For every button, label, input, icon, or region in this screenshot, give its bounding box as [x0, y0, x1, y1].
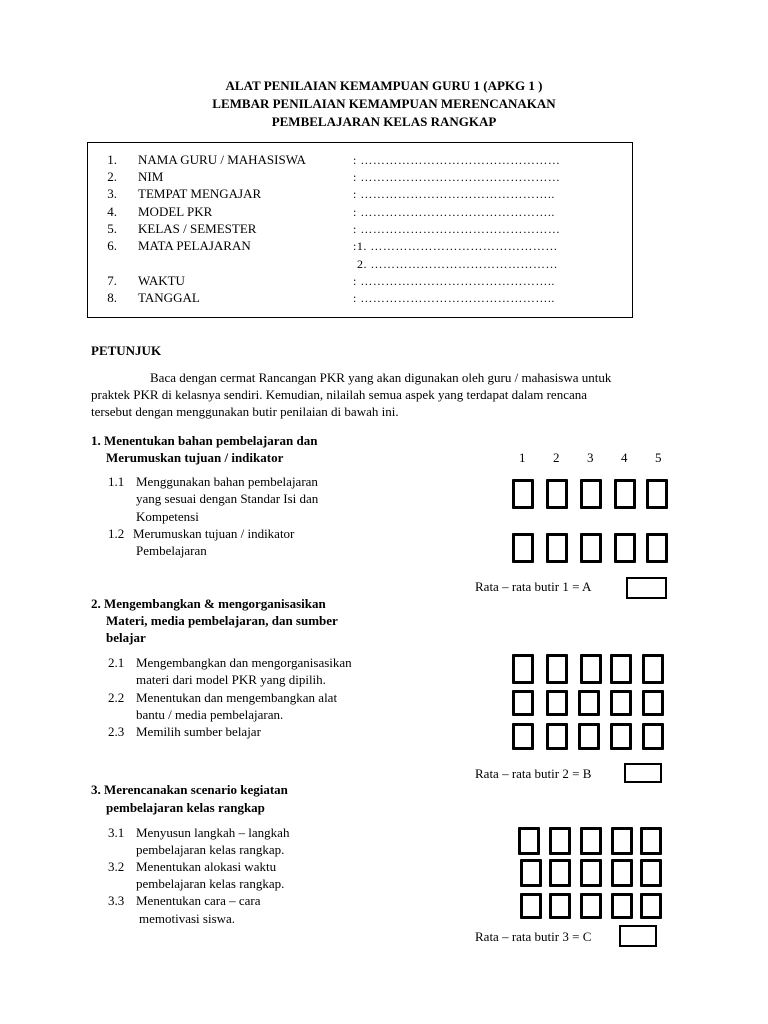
rating-checkbox[interactable]	[646, 533, 668, 563]
identity-value-field[interactable]: : ………………………………………..	[353, 291, 555, 305]
rating-checkbox[interactable]	[642, 654, 664, 684]
identity-label: NAMA GURU / MAHASISWA	[138, 152, 306, 167]
criterion-text: Memilih sumber belajar	[136, 724, 261, 739]
rating-checkbox[interactable]	[580, 859, 602, 887]
scale-label-1: 1	[519, 450, 526, 465]
criterion-number: 1.2	[108, 526, 125, 541]
rating-checkbox[interactable]	[512, 533, 534, 563]
rating-checkbox[interactable]	[580, 533, 602, 563]
criterion-number: 2.3	[108, 724, 125, 739]
identity-number: 2.	[107, 169, 117, 184]
criterion-number: 3.2	[108, 859, 125, 874]
rating-checkbox[interactable]	[610, 654, 632, 684]
rating-checkbox[interactable]	[646, 479, 668, 509]
rating-checkbox[interactable]	[642, 690, 664, 716]
identity-number: 3.	[107, 186, 117, 201]
instructions-line: praktek PKR di kelasnya sendiri. Kemudian, nilailah semua aspek yang terdapat dalam rencana	[91, 387, 587, 402]
identity-number: 8.	[107, 290, 117, 305]
rating-checkbox[interactable]	[520, 893, 542, 919]
rating-checkbox[interactable]	[512, 654, 534, 684]
scale-label-5: 5	[655, 450, 662, 465]
rating-checkbox[interactable]	[640, 827, 662, 855]
form-title-line-1: ALAT PENILAIAN KEMAMPUAN GURU 1 (APKG 1 )	[225, 78, 543, 93]
identity-value-field[interactable]: : ………………………………………..	[353, 187, 555, 201]
criterion-text: Menentukan alokasi waktu	[136, 859, 277, 874]
rating-checkbox[interactable]	[546, 723, 568, 750]
criterion-number: 1.1	[108, 474, 125, 489]
criterion-text: Menentukan dan mengembangkan alat	[136, 690, 338, 705]
criterion-text: Menggunakan bahan pembelajaran	[136, 474, 318, 489]
identity-number: 1.	[107, 152, 117, 167]
identity-value-field[interactable]: : ………………………………………..	[353, 205, 555, 219]
rating-checkbox[interactable]	[512, 723, 534, 750]
form-title-line-3: PEMBELAJARAN KELAS RANGKAP	[271, 114, 497, 129]
identity-value-field[interactable]: : ………………………………………..	[353, 274, 555, 288]
rating-checkbox[interactable]	[512, 690, 534, 716]
criterion-number: 3.3	[108, 893, 125, 908]
identity-value-field[interactable]: : …………………………………………	[353, 222, 561, 236]
section-2-title: 2. Mengembangkan & mengorganisasikan	[91, 596, 326, 611]
criterion-number: 2.1	[108, 655, 125, 670]
rating-checkbox[interactable]	[578, 690, 600, 716]
instructions-line: tersebut dengan menggunakan butir penilaian di bawah ini.	[91, 404, 399, 419]
criterion-number: 2.2	[108, 690, 125, 705]
rating-checkbox[interactable]	[546, 479, 568, 509]
criterion-text: bantu / media pembelajaran.	[136, 707, 284, 722]
identity-number: 4.	[107, 204, 117, 219]
rating-checkbox[interactable]	[614, 479, 636, 509]
criterion-text: pembelajaran kelas rangkap.	[136, 842, 285, 857]
criterion-text: Menyusun langkah – langkah	[136, 825, 290, 840]
rating-checkbox[interactable]	[549, 859, 571, 887]
scale-label-4: 4	[621, 450, 628, 465]
rating-checkbox[interactable]	[549, 827, 571, 855]
rating-checkbox[interactable]	[518, 827, 540, 855]
rating-checkbox[interactable]	[640, 859, 662, 887]
form-title-line-2: LEMBAR PENILAIAN KEMAMPUAN MERENCANAKAN	[212, 96, 556, 111]
identity-number: 5.	[107, 221, 117, 236]
section-1-title: 1. Menentukan bahan pembelajaran dan	[91, 433, 318, 448]
rating-checkbox[interactable]	[546, 533, 568, 563]
identity-value-field[interactable]: 2. ………………………………………	[357, 257, 558, 271]
section-3-title: 3. Merencanakan scenario kegiatan	[91, 782, 288, 797]
criterion-text: materi dari model PKR yang dipilih.	[136, 672, 326, 687]
identity-label: MODEL PKR	[138, 204, 213, 219]
rating-checkbox[interactable]	[611, 893, 633, 919]
rating-checkbox[interactable]	[546, 690, 568, 716]
identity-label: NIM	[138, 169, 164, 184]
criterion-text: yang sesuai dengan Standar Isi dan	[136, 491, 319, 506]
identity-value-field[interactable]: : …………………………………………	[353, 170, 561, 184]
section-2-title-cont: belajar	[106, 630, 146, 645]
identity-label: TEMPAT MENGAJAR	[138, 186, 262, 201]
average-field-a[interactable]	[626, 577, 667, 599]
rating-checkbox[interactable]	[611, 827, 633, 855]
criterion-text: Kompetensi	[136, 509, 199, 524]
instructions-heading: PETUNJUK	[91, 343, 162, 358]
average-label: Rata – rata butir 3 = C	[475, 929, 592, 944]
identity-label: KELAS / SEMESTER	[138, 221, 257, 236]
rating-checkbox[interactable]	[614, 533, 636, 563]
rating-checkbox[interactable]	[549, 893, 571, 919]
average-label: Rata – rata butir 1 = A	[475, 579, 592, 594]
identity-label: MATA PELAJARAN	[138, 238, 251, 253]
section-1-title-cont: Merumuskan tujuan / indikator	[106, 450, 284, 465]
average-label: Rata – rata butir 2 = B	[475, 766, 592, 781]
criterion-text: Pembelajaran	[136, 543, 207, 558]
identity-value-field[interactable]: : …………………………………………	[353, 153, 561, 167]
identity-box	[87, 142, 633, 318]
identity-label: WAKTU	[138, 273, 185, 288]
identity-number: 7.	[107, 273, 117, 288]
rating-checkbox[interactable]	[642, 723, 664, 750]
criterion-number: 3.1	[108, 825, 125, 840]
rating-checkbox[interactable]	[610, 690, 632, 716]
rating-checkbox[interactable]	[610, 723, 632, 750]
criterion-text: pembelajaran kelas rangkap.	[136, 876, 285, 891]
identity-number: 6.	[107, 238, 117, 253]
identity-value-field[interactable]: :1. ………………………………………	[353, 239, 558, 253]
criterion-text: memotivasi siswa.	[139, 911, 236, 926]
criterion-text: Mengembangkan dan mengorganisasikan	[136, 655, 352, 670]
rating-checkbox[interactable]	[580, 827, 602, 855]
rating-checkbox[interactable]	[546, 654, 568, 684]
rating-checkbox[interactable]	[580, 479, 602, 509]
rating-checkbox[interactable]	[580, 893, 602, 919]
rating-checkbox[interactable]	[512, 479, 534, 509]
rating-checkbox[interactable]	[611, 859, 633, 887]
criterion-text: Merumuskan tujuan / indikator	[133, 526, 295, 541]
rating-checkbox[interactable]	[578, 723, 600, 750]
rating-checkbox[interactable]	[640, 893, 662, 919]
criterion-text: Menentukan cara – cara	[136, 893, 261, 908]
scale-label-3: 3	[587, 450, 594, 465]
instructions-line: Baca dengan cermat Rancangan PKR yang akan digunakan oleh guru / mahasiswa untuk	[150, 370, 612, 385]
section-2-title-cont: Materi, media pembelajaran, dan sumber	[106, 613, 338, 628]
average-field-c[interactable]	[619, 925, 657, 947]
identity-label: TANGGAL	[138, 290, 200, 305]
section-3-title-cont: pembelajaran kelas rangkap	[106, 800, 265, 815]
scale-label-2: 2	[553, 450, 560, 465]
rating-checkbox[interactable]	[580, 654, 602, 684]
average-field-b[interactable]	[624, 763, 662, 783]
rating-checkbox[interactable]	[520, 859, 542, 887]
